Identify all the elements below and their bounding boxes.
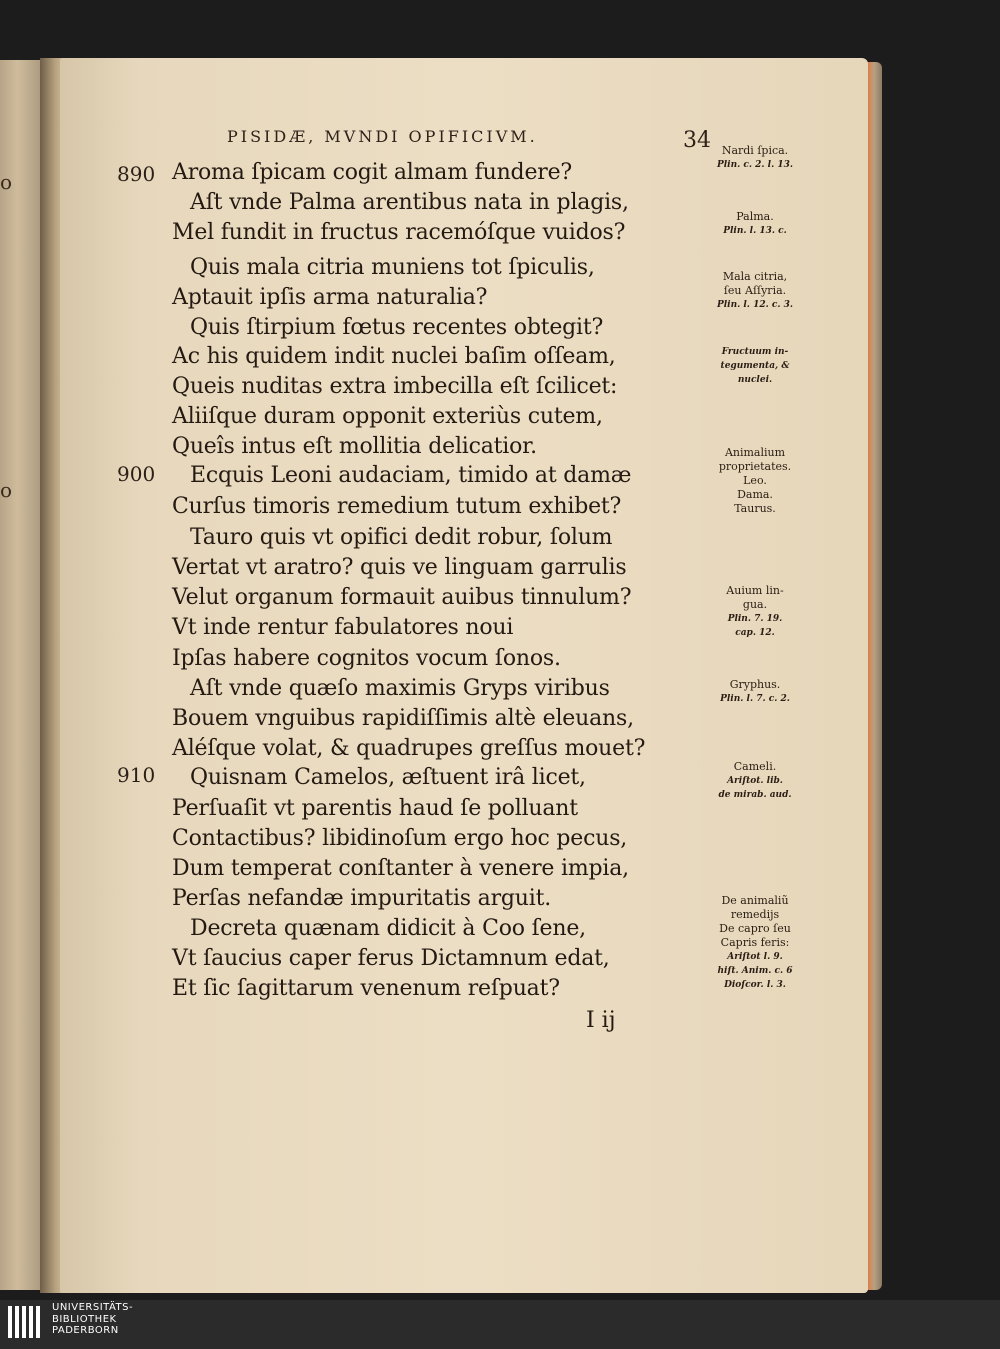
verse-line: Tauro quis vt opifici dedit robur, ſolum: [190, 525, 613, 550]
verse-line: Decreta quænam didicit à Coo ſene,: [190, 916, 586, 941]
note-line: Nardi ſpica.: [721, 144, 789, 157]
note-line: Palma.: [736, 210, 774, 223]
verse-line: Aptauit ipſis arma naturalia?: [172, 285, 488, 310]
marginal-note: [696, 210, 814, 238]
left-page-fragment: o: [0, 170, 13, 194]
left-page-fragment: o: [0, 478, 13, 502]
verse-line: Quisnam Camelos, æſtuent irâ licet,: [190, 765, 586, 790]
verse-line: Vt inde rentur fabulatores noui: [172, 615, 514, 640]
library-name-line: UNIVERSITÄTS-: [52, 1302, 134, 1313]
note-line: De animaliũ: [721, 894, 789, 907]
note-line: Auium lin-: [726, 584, 784, 597]
library-name-line: PADERBORN: [52, 1325, 119, 1336]
note-line: tegumenta, &: [720, 361, 790, 371]
library-footer: [0, 1300, 1000, 1349]
signature-mark: I ij: [586, 1008, 616, 1033]
verse-line: Et ſic ſagittarum venenum reſpuat?: [172, 976, 560, 1001]
library-name-line: BIBLIOTHEK: [52, 1313, 117, 1325]
verse-line: Quis ſtirpium fœtus recentes obtegit?: [190, 315, 604, 340]
page-number: 34: [683, 128, 711, 153]
library-name: [52, 1302, 133, 1337]
verse-line: Aliiſque duram opponit exteriùs cutem,: [172, 404, 603, 429]
note-line: Taurus.: [734, 502, 776, 515]
verse-line: Aſt vnde Palma arentibus nata in plagis,: [190, 190, 629, 215]
marginal-note: [696, 584, 814, 640]
note-line: Gryphus.: [729, 678, 781, 691]
verse-line: Vertat vt aratro? quis ve linguam garrulis: [172, 555, 627, 580]
verse-line: Ac his quidem indit nuclei baſim oſſeam,: [172, 344, 616, 369]
verse-line: Contactibus? libidinoſum ergo hoc pecus,: [172, 826, 628, 851]
note-line: Plin. l. 13. c.: [723, 226, 787, 236]
marginal-note: [696, 345, 814, 387]
note-line: proprietates.: [718, 460, 792, 473]
note-line: Cameli.: [733, 760, 777, 773]
running-head: PISIDÆ, MVNDI OPIFICIVM.: [227, 127, 538, 146]
note-line: Plin. 7. 19.: [727, 614, 783, 624]
verse-line: Vt ſaucius caper ferus Dictamnum edat,: [172, 946, 610, 971]
line-number: 890: [117, 162, 156, 186]
marginal-note: [696, 678, 814, 706]
marginal-note: [696, 144, 814, 172]
verse-line: Ipſas habere cognitos vocum ſonos.: [172, 646, 561, 671]
left-page-edge: [0, 60, 44, 1290]
note-line: Fructuum in-: [721, 347, 789, 357]
note-line: Leo.: [743, 474, 767, 487]
note-line: gua.: [742, 598, 768, 611]
verse-line: Aléſque volat, & quadrupes greſſus mouet?: [172, 736, 646, 761]
note-line: Dioſcor. l. 3.: [724, 980, 786, 990]
note-line: nuclei.: [737, 375, 773, 385]
line-number: 900: [117, 462, 156, 486]
note-line: cap. 12.: [735, 628, 775, 638]
verse-line: Aroma ſpicam cogit almam fundere?: [172, 160, 572, 185]
note-line: ſeu Aſſyria.: [723, 284, 787, 297]
note-line: Ariſtot. lib.: [727, 776, 783, 786]
library-logo-icon: [6, 1302, 46, 1342]
note-line: Animalium: [724, 446, 786, 459]
note-line: Capris feris:: [720, 936, 790, 949]
marginal-note: [696, 760, 814, 802]
verse-line: Queis nuditas extra imbecilla eſt ſcilicet:: [172, 374, 618, 399]
verse-line: Aſt vnde quæſo maximis Gryps viribus: [190, 676, 610, 701]
note-line: Plin. l. 12. c. 3.: [716, 300, 794, 310]
note-line: Ariſtot l. 9.: [727, 952, 783, 962]
note-line: hiſt. Anim. c. 6: [717, 966, 793, 976]
note-line: Plin. c. 2. l. 13.: [716, 160, 794, 170]
note-line: De capro ſeu: [719, 922, 791, 935]
line-number: 910: [117, 763, 156, 787]
note-line: Mala citria,: [722, 270, 788, 283]
verse-line: Dum temperat conſtanter à venere impia,: [172, 856, 629, 881]
verse-line: Bouem vnguibus rapidiſſimis altè eleuans,: [172, 706, 634, 731]
note-line: Dama.: [737, 488, 773, 501]
marginal-note: [696, 446, 814, 516]
verse-line: Mel fundit in fructus racemóſque vuidos?: [172, 220, 626, 245]
note-line: remedijs: [730, 908, 780, 921]
verse-line: Velut organum formauit auibus tinnulum?: [172, 585, 632, 610]
verse-line: Quis mala citria muniens tot ſpiculis,: [190, 255, 595, 280]
verse-line: Perſas nefandæ impuritatis arguit.: [172, 886, 552, 911]
note-line: de mirab. aud.: [718, 790, 792, 800]
note-line: Plin. l. 7. c. 2.: [720, 694, 790, 704]
verse-line: Curſus timoris remedium tutum exhibet?: [172, 494, 622, 519]
verse-line: Ecquis Leoni audaciam, timido at damæ: [190, 463, 632, 488]
verse-line: Queîs intus eſt mollitia delicatior.: [172, 434, 537, 459]
marginal-note: [696, 894, 814, 992]
verse-line: Perſuaſit vt parentis haud ſe polluant: [172, 796, 578, 821]
marginal-note: [696, 270, 814, 312]
